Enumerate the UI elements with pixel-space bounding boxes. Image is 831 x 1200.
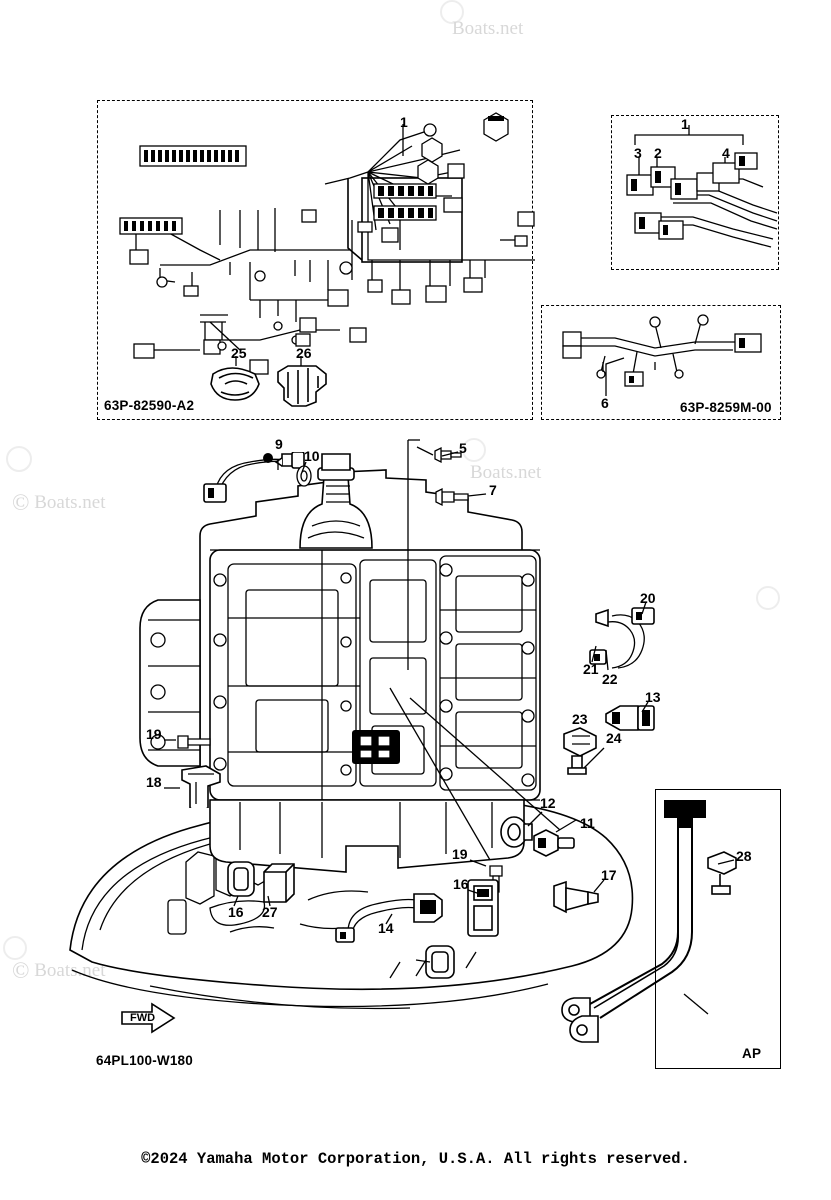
callouts-21-22-leaders	[584, 640, 624, 672]
callout-1-group: 1	[681, 116, 689, 132]
watermark-text: © Boats.net	[12, 958, 106, 983]
callouts-23-24-leaders	[570, 744, 614, 776]
callout-19-lower-leader	[468, 856, 492, 870]
watermark-ring	[440, 0, 464, 24]
callout-19-upper-leader	[162, 734, 180, 746]
assembly-code: 64PL100-W180	[96, 1053, 193, 1068]
callout-16-lower-leader	[414, 956, 436, 968]
callout-20-leader	[630, 600, 656, 618]
callout-19-upper: 19	[146, 726, 162, 742]
part-18-bracket	[176, 762, 230, 808]
callout-12: 12	[540, 795, 556, 811]
callout-13-leader	[632, 700, 656, 716]
harness-sub-code: 63P-8259M-00	[680, 400, 772, 415]
callout-15: 27	[262, 904, 278, 920]
callout-26-leader	[293, 356, 313, 368]
callout-17-leader	[466, 886, 492, 902]
callout-28-leader	[716, 856, 742, 870]
callout-27-leader	[678, 990, 718, 1020]
watermark-text: © Boats.net	[12, 490, 106, 515]
callout-25: 25	[231, 345, 247, 361]
callout-5-leader	[440, 446, 466, 462]
callout-25-leader	[228, 356, 248, 368]
callout-13: 13	[645, 689, 661, 705]
callout-16-left: 16	[228, 904, 244, 920]
callout-6-leader	[590, 352, 630, 400]
callout-14: 14	[378, 920, 394, 936]
callout-23: 23	[572, 711, 588, 727]
fwd-label: FWD	[130, 1012, 156, 1024]
callout-20: 20	[640, 590, 656, 606]
callout-21: 21	[583, 661, 599, 677]
callout-19-lower: 19	[452, 846, 468, 862]
ap-label: AP	[742, 1046, 762, 1061]
callout-1-harness: 1	[400, 114, 408, 130]
part-25-clamp	[205, 362, 269, 406]
callout-9: 9	[275, 436, 283, 452]
callout-14-leader	[374, 912, 400, 926]
sub-harness-illustration	[545, 310, 777, 398]
callouts-15-16-leaders	[226, 894, 282, 910]
callout-7: 7	[489, 482, 497, 498]
callouts-9-10-leaders	[268, 448, 318, 478]
connector-group-illustration	[613, 117, 779, 269]
watermark-ring	[6, 446, 32, 472]
part-26-bracket	[272, 362, 332, 410]
callout-7-leader	[466, 488, 492, 504]
callout-8: 17	[601, 867, 617, 883]
battery-cable-illustration	[560, 792, 780, 1066]
watermark-text: Boats.net	[452, 18, 524, 39]
callout-2: 2	[654, 145, 662, 161]
callout-4: 4	[722, 145, 730, 161]
callout-28: 28	[736, 848, 752, 864]
callout-24: 24	[606, 730, 622, 746]
callout-26: 26	[296, 345, 312, 361]
callout-11: 11	[580, 815, 595, 831]
callout-5: 5	[459, 440, 467, 456]
watermark-ring	[3, 936, 27, 960]
copyright-footer: ©2024 Yamaha Motor Corporation, U.S.A. All rights reserved.	[141, 1150, 690, 1168]
watermark-text: Boats.net	[470, 462, 542, 483]
callout-6: 6	[601, 395, 609, 411]
harness-main-code: 63P-82590-A2	[104, 398, 195, 413]
callout-18-leader	[162, 782, 184, 794]
callout-10: 10	[304, 448, 320, 464]
callout-3: 3	[634, 145, 642, 161]
callout-18: 18	[146, 774, 162, 790]
callout-22: 22	[602, 671, 618, 687]
callout-17: 16	[453, 876, 469, 892]
